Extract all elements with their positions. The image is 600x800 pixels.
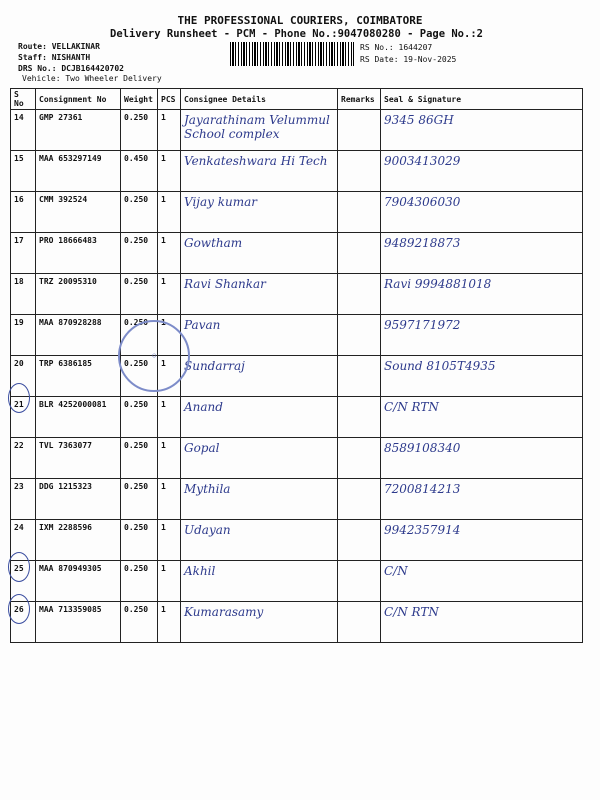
- cell-pcs: [158, 233, 181, 274]
- cell-sno: [11, 479, 36, 520]
- rs-date: RS Date: 19-Nov-2025: [360, 55, 457, 64]
- cell-sno-text: 26: [14, 605, 24, 614]
- cell-weight-text: 0.250: [124, 400, 149, 409]
- cell-signature-text: 8589108340: [384, 441, 461, 455]
- cell-remarks: [338, 397, 381, 438]
- cell-signature-text: Ravi 9994881018: [384, 277, 492, 291]
- cell-consignment-no-text: MAA 713359085: [39, 605, 102, 614]
- barcode-image: [230, 42, 354, 66]
- table-header-row: [11, 89, 583, 110]
- cell-signature: [381, 479, 583, 520]
- cell-consignee: [181, 397, 338, 438]
- cell-sno-text: 25: [14, 564, 24, 573]
- cell-signature-text: C/N RTN: [384, 605, 439, 619]
- cell-consignee: [181, 315, 338, 356]
- vehicle-label: Vehicle: Two Wheeler Delivery: [22, 74, 162, 83]
- cell-consignment-no: [36, 274, 121, 315]
- cell-consignment-no: [36, 602, 121, 643]
- cell-signature-text: Sound 8105T4935: [384, 359, 496, 373]
- cell-consignee-text: Ravi Shankar: [184, 277, 266, 291]
- col-sno: S No: [11, 89, 36, 110]
- cell-weight: [121, 233, 158, 274]
- cell-consignee: [181, 192, 338, 233]
- cell-pcs-text: 1: [161, 113, 166, 122]
- cell-pcs-text: 1: [161, 441, 166, 450]
- col-remarks: Remarks: [338, 89, 381, 110]
- table-row: [11, 274, 583, 315]
- cell-consignment-no: [36, 315, 121, 356]
- cell-signature-text: 9942357914: [384, 523, 461, 537]
- cell-consignment-no-text: TRP 6386185: [39, 359, 92, 368]
- cell-weight-text: 0.250: [124, 523, 149, 532]
- cell-signature: [381, 438, 583, 479]
- table-row: [11, 520, 583, 561]
- cell-signature: [381, 151, 583, 192]
- cell-consignment-no: [36, 479, 121, 520]
- cell-consignee-text: Mythila: [184, 482, 231, 496]
- cell-signature-text: 9489218873: [384, 236, 461, 250]
- cell-consignee: [181, 151, 338, 192]
- cell-consignee: [181, 561, 338, 602]
- cell-pcs: [158, 110, 181, 151]
- runsheet-table: [10, 88, 583, 643]
- cell-pcs: [158, 479, 181, 520]
- table-row: [11, 438, 583, 479]
- cell-signature-text: 7200814213: [384, 482, 461, 496]
- table-row: [11, 479, 583, 520]
- cell-weight: [121, 602, 158, 643]
- cell-pcs-text: 1: [161, 564, 166, 573]
- cell-consignment-no: [36, 356, 121, 397]
- staff-label: Staff: NISHANTH: [18, 53, 91, 62]
- cell-weight: [121, 110, 158, 151]
- cell-signature: [381, 110, 583, 151]
- cell-consignment-no: [36, 151, 121, 192]
- table-row: [11, 602, 583, 643]
- cell-pcs-text: 1: [161, 154, 166, 163]
- cell-sno-text: 15: [14, 154, 24, 163]
- cell-weight: [121, 438, 158, 479]
- cell-weight: [121, 192, 158, 233]
- drs-label: DRS No.: DCJB164420702: [18, 64, 124, 73]
- cell-sno: [11, 192, 36, 233]
- cell-consignee-text: Udayan: [184, 523, 231, 537]
- cell-signature-text: C/N RTN: [384, 400, 439, 414]
- page-title: THE PROFESSIONAL COURIERS, COIMBATORE: [177, 14, 423, 27]
- cell-remarks: [338, 602, 381, 643]
- cell-sno-text: 14: [14, 113, 24, 122]
- cell-consignment-no-text: MAA 870928288: [39, 318, 102, 327]
- route-label: Route: VELLAKINAR: [18, 42, 100, 51]
- cell-sno: [11, 438, 36, 479]
- delivery-stamp: ◯: [118, 320, 190, 392]
- cell-sno: [11, 233, 36, 274]
- col-weight: Weight: [121, 89, 158, 110]
- cell-signature: [381, 192, 583, 233]
- col-pcs: PCS: [158, 89, 181, 110]
- cell-weight: [121, 479, 158, 520]
- cell-weight-text: 0.250: [124, 564, 149, 573]
- cell-weight-text: 0.250: [124, 113, 149, 122]
- cell-signature: [381, 315, 583, 356]
- cell-weight-text: 0.250: [124, 359, 149, 368]
- cell-pcs-text: 1: [161, 523, 166, 532]
- cell-pcs: [158, 561, 181, 602]
- cell-signature-text: 7904306030: [384, 195, 461, 209]
- cell-sno: [11, 315, 36, 356]
- cell-weight: [121, 151, 158, 192]
- cell-consignment-no-text: BLR 4252000081: [39, 400, 107, 409]
- cell-weight-text: 0.250: [124, 236, 149, 245]
- cell-sno-text: 16: [14, 195, 24, 204]
- cell-consignment-no: [36, 233, 121, 274]
- cell-remarks: [338, 479, 381, 520]
- cell-consignment-no: [36, 520, 121, 561]
- cell-weight-text: 0.250: [124, 605, 149, 614]
- cell-remarks: [338, 356, 381, 397]
- cell-consignment-no: [36, 192, 121, 233]
- col-consignee: Consignee Details: [181, 89, 338, 110]
- rs-number: RS No.: 1644207: [360, 43, 433, 52]
- cell-pcs: [158, 602, 181, 643]
- table-row: [11, 561, 583, 602]
- cell-consignment-no: [36, 438, 121, 479]
- cell-consignment-no-text: CMM 392524: [39, 195, 88, 204]
- cell-pcs: [158, 151, 181, 192]
- cell-consignment-no-text: IXM 2288596: [39, 523, 92, 532]
- cell-consignment-no: [36, 110, 121, 151]
- cell-sno: [11, 274, 36, 315]
- cell-signature: [381, 520, 583, 561]
- cell-sno-text: 18: [14, 277, 24, 286]
- cell-weight-text: 0.250: [124, 195, 149, 204]
- cell-signature: [381, 233, 583, 274]
- col-consignment: Consignment No: [36, 89, 121, 110]
- cell-consignment-no-text: MAA 870949305: [39, 564, 102, 573]
- cell-sno-text: 24: [14, 523, 24, 532]
- cell-consignee: [181, 274, 338, 315]
- cell-sno: [11, 151, 36, 192]
- cell-pcs-text: 1: [161, 400, 166, 409]
- cell-pcs: [158, 274, 181, 315]
- cell-pcs-text: 1: [161, 277, 166, 286]
- col-signature: Seal & Signature: [381, 89, 583, 110]
- cell-consignment-no-text: DDG 1215323: [39, 482, 92, 491]
- cell-weight-text: 0.450: [124, 154, 149, 163]
- cell-consignment-no: [36, 561, 121, 602]
- cell-consignee-text: Sundarraj: [184, 359, 245, 373]
- cell-pcs-text: 1: [161, 236, 166, 245]
- cell-consignee-text: Gopal: [184, 441, 220, 455]
- cell-weight: [121, 561, 158, 602]
- cell-consignee-text: Akhil: [184, 564, 216, 578]
- table-row: [11, 315, 583, 356]
- cell-consignee: [181, 520, 338, 561]
- cell-weight: [121, 520, 158, 561]
- row-25-circle-mark: [8, 552, 30, 582]
- cell-weight: [121, 397, 158, 438]
- cell-signature: [381, 274, 583, 315]
- cell-remarks: [338, 274, 381, 315]
- cell-signature-text: 9003413029: [384, 154, 461, 168]
- cell-pcs-text: 1: [161, 605, 166, 614]
- cell-consignment-no-text: GMP 27361: [39, 113, 83, 122]
- cell-consignee: [181, 602, 338, 643]
- cell-consignee-text: Vijay kumar: [184, 195, 258, 209]
- cell-consignee: [181, 233, 338, 274]
- cell-pcs-text: 1: [161, 195, 166, 204]
- cell-signature-text: C/N: [384, 564, 408, 578]
- cell-consignee: [181, 110, 338, 151]
- cell-consignment-no-text: PRO 18666483: [39, 236, 97, 245]
- cell-sno-text: 17: [14, 236, 24, 245]
- cell-signature: [381, 602, 583, 643]
- cell-remarks: [338, 561, 381, 602]
- row-26-circle-mark: [8, 594, 30, 624]
- cell-sno: [11, 110, 36, 151]
- cell-pcs-text: 1: [161, 359, 166, 368]
- cell-remarks: [338, 315, 381, 356]
- cell-weight: [121, 274, 158, 315]
- cell-consignee-text: Kumarasamy: [184, 605, 264, 619]
- cell-pcs-text: 1: [161, 318, 166, 327]
- row-21-circle-mark: [8, 383, 30, 413]
- cell-consignee-text: Jayarathinam Velummul School complex: [184, 113, 330, 141]
- cell-consignee-text: Pavan: [184, 318, 221, 332]
- cell-sno-text: 19: [14, 318, 24, 327]
- table-row: [11, 110, 583, 151]
- cell-remarks: [338, 110, 381, 151]
- cell-signature: [381, 356, 583, 397]
- cell-consignee: [181, 438, 338, 479]
- table-row: [11, 192, 583, 233]
- cell-weight-text: 0.250: [124, 277, 149, 286]
- cell-pcs: [158, 520, 181, 561]
- table-row: [11, 397, 583, 438]
- cell-consignee-text: Anand: [184, 400, 223, 414]
- cell-remarks: [338, 520, 381, 561]
- cell-consignment-no: [36, 397, 121, 438]
- cell-signature: [381, 561, 583, 602]
- cell-remarks: [338, 151, 381, 192]
- table-row: [11, 151, 583, 192]
- table-row: [11, 356, 583, 397]
- cell-remarks: [338, 192, 381, 233]
- table-row: [11, 233, 583, 274]
- cell-weight-text: 0.250: [124, 482, 149, 491]
- cell-consignment-no-text: MAA 653297149: [39, 154, 102, 163]
- cell-sno-text: 22: [14, 441, 24, 450]
- cell-remarks: [338, 233, 381, 274]
- cell-signature-text: 9597171972: [384, 318, 461, 332]
- cell-pcs: [158, 192, 181, 233]
- cell-signature: [381, 397, 583, 438]
- cell-consignee: [181, 479, 338, 520]
- cell-consignee: [181, 356, 338, 397]
- cell-consignee-text: Venkateshwara Hi Tech: [184, 154, 328, 168]
- cell-sno-text: 23: [14, 482, 24, 491]
- cell-consignment-no-text: TRZ 20095310: [39, 277, 97, 286]
- cell-consignment-no-text: TVL 7363077: [39, 441, 92, 450]
- cell-pcs-text: 1: [161, 482, 166, 491]
- cell-pcs: [158, 397, 181, 438]
- cell-sno-text: 20: [14, 359, 24, 368]
- cell-weight-text: 0.250: [124, 318, 149, 327]
- cell-signature-text: 9345 86GH: [384, 113, 454, 127]
- runsheet-subtitle: Delivery Runsheet - PCM - Phone No.:9047080280 - Page No.:2: [110, 28, 483, 40]
- cell-remarks: [338, 438, 381, 479]
- cell-consignee-text: Gowtham: [184, 236, 243, 250]
- cell-pcs: [158, 438, 181, 479]
- cell-sno-text: 21: [14, 400, 24, 409]
- cell-weight-text: 0.250: [124, 441, 149, 450]
